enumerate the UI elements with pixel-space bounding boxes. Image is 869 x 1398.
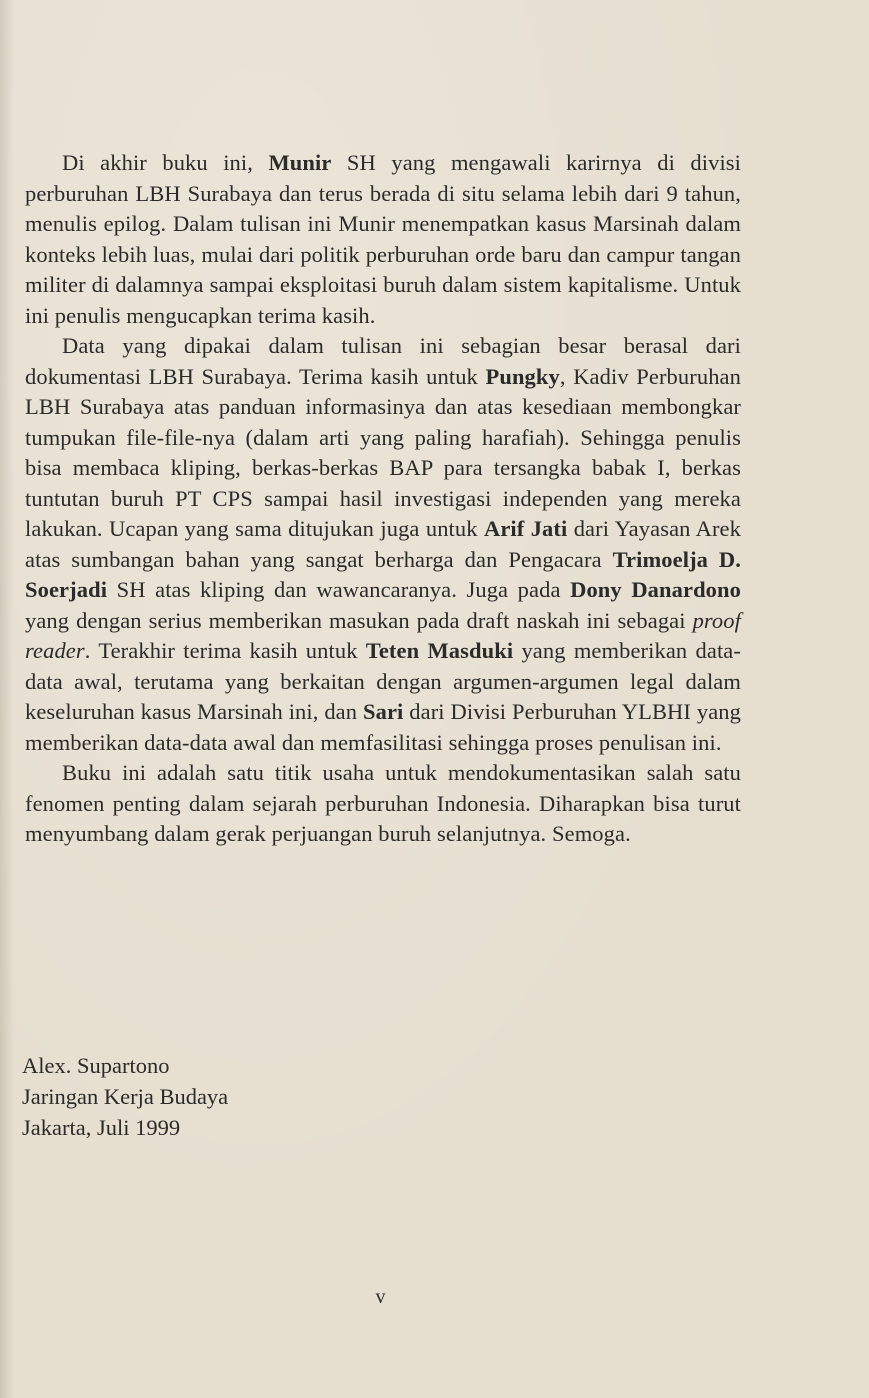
text-run: yang dengan serius memberikan masukan pada draft naskah ini sebagai [25,607,693,633]
text-run: . Terakhir terima kasih untuk [84,638,366,663]
italic-proof-reader: proof reader [25,607,741,663]
text-run: dari Divisi Perburuhan YLBHI yang memberikan data-data awal dan memfasilitasi sehingga proses penulisan ini. [25,699,741,755]
text-run: Di akhir buku ini, [62,150,269,175]
paragraph-1 [25,148,741,331]
bold-name-pungky: Pungky [485,363,560,389]
author-name: Alex. Supartono [22,1053,170,1078]
page-number: v [375,1286,386,1308]
signature-block [22,1050,228,1143]
place-and-date: Jakarta, Juli 1999 [22,1115,181,1140]
bold-name-sari: Sari [363,699,404,724]
text-run: , Kadiv Perburuhan LBH Surabaya atas panduan informasinya dan atas kesediaan membongkar tumpukan file-file-nya (dalam arti yang paling harafiah). Sehingga penulis bisa membaca kliping, berkas-berkas BAP para tersangka babak I, berkas tuntutan buruh PT CPS sampai hasil investigasi independen yang mereka lakukan. Ucapan yang sama ditujukan juga untuk [25,363,741,541]
bold-name-dony: Dony Danardono [570,577,741,602]
text-run: SH atas kliping dan wawancaranya. Juga pada [107,577,571,602]
bold-name-trimoelja: Trimoelja D. Soerjadi [25,546,741,602]
author-organization: Jaringan Kerja Budaya [22,1084,229,1109]
text-run: dari Yayasan Arek atas sumbangan bahan yang sangat berharga dan Pengacara [25,516,741,572]
text-run: Buku ini adalah satu titik usaha untuk mendokumentasikan salah satu fenomen penting dalam sejarah perburuhan Indonesia. Diharapkan bisa turut menyumbang dalam gerak perjuangan buruh selanjutnya. Semoga. [25,760,741,846]
text-run: Data yang dipakai dalam tulisan ini sebagian besar berasal dari dokumentasi LBH Surabaya. Terima kasih untuk [25,333,741,389]
bold-name-arif-jati: Arif Jati [483,516,568,541]
paragraph-2 [25,331,741,758]
text-run: SH yang mengawali karirnya di divisi perburuhan LBH Surabaya dan terus berada di situ selama lebih dari 9 tahun, menulis epilog. Dalam tulisan ini Munir menempatkan kasus Marsinah dalam konteks lebih luas, mulai dari politik perburuhan orde baru dan campur tangan militer di dalamnya sampai eksploitasi buruh dalam sistem kapitalisme. Untuk ini penulis mengucapkan terima kasih. [25,150,741,328]
paragraph-3 [25,758,741,850]
text-run: yang memberikan data-data awal, terutama yang berkaitan dengan argumen-argumen legal dalam keseluruhan kasus Marsinah ini, dan [25,638,741,724]
bold-name-munir: Munir [268,150,332,175]
bold-name-teten: Teten Masduki [365,638,514,663]
preface-body [25,148,741,850]
